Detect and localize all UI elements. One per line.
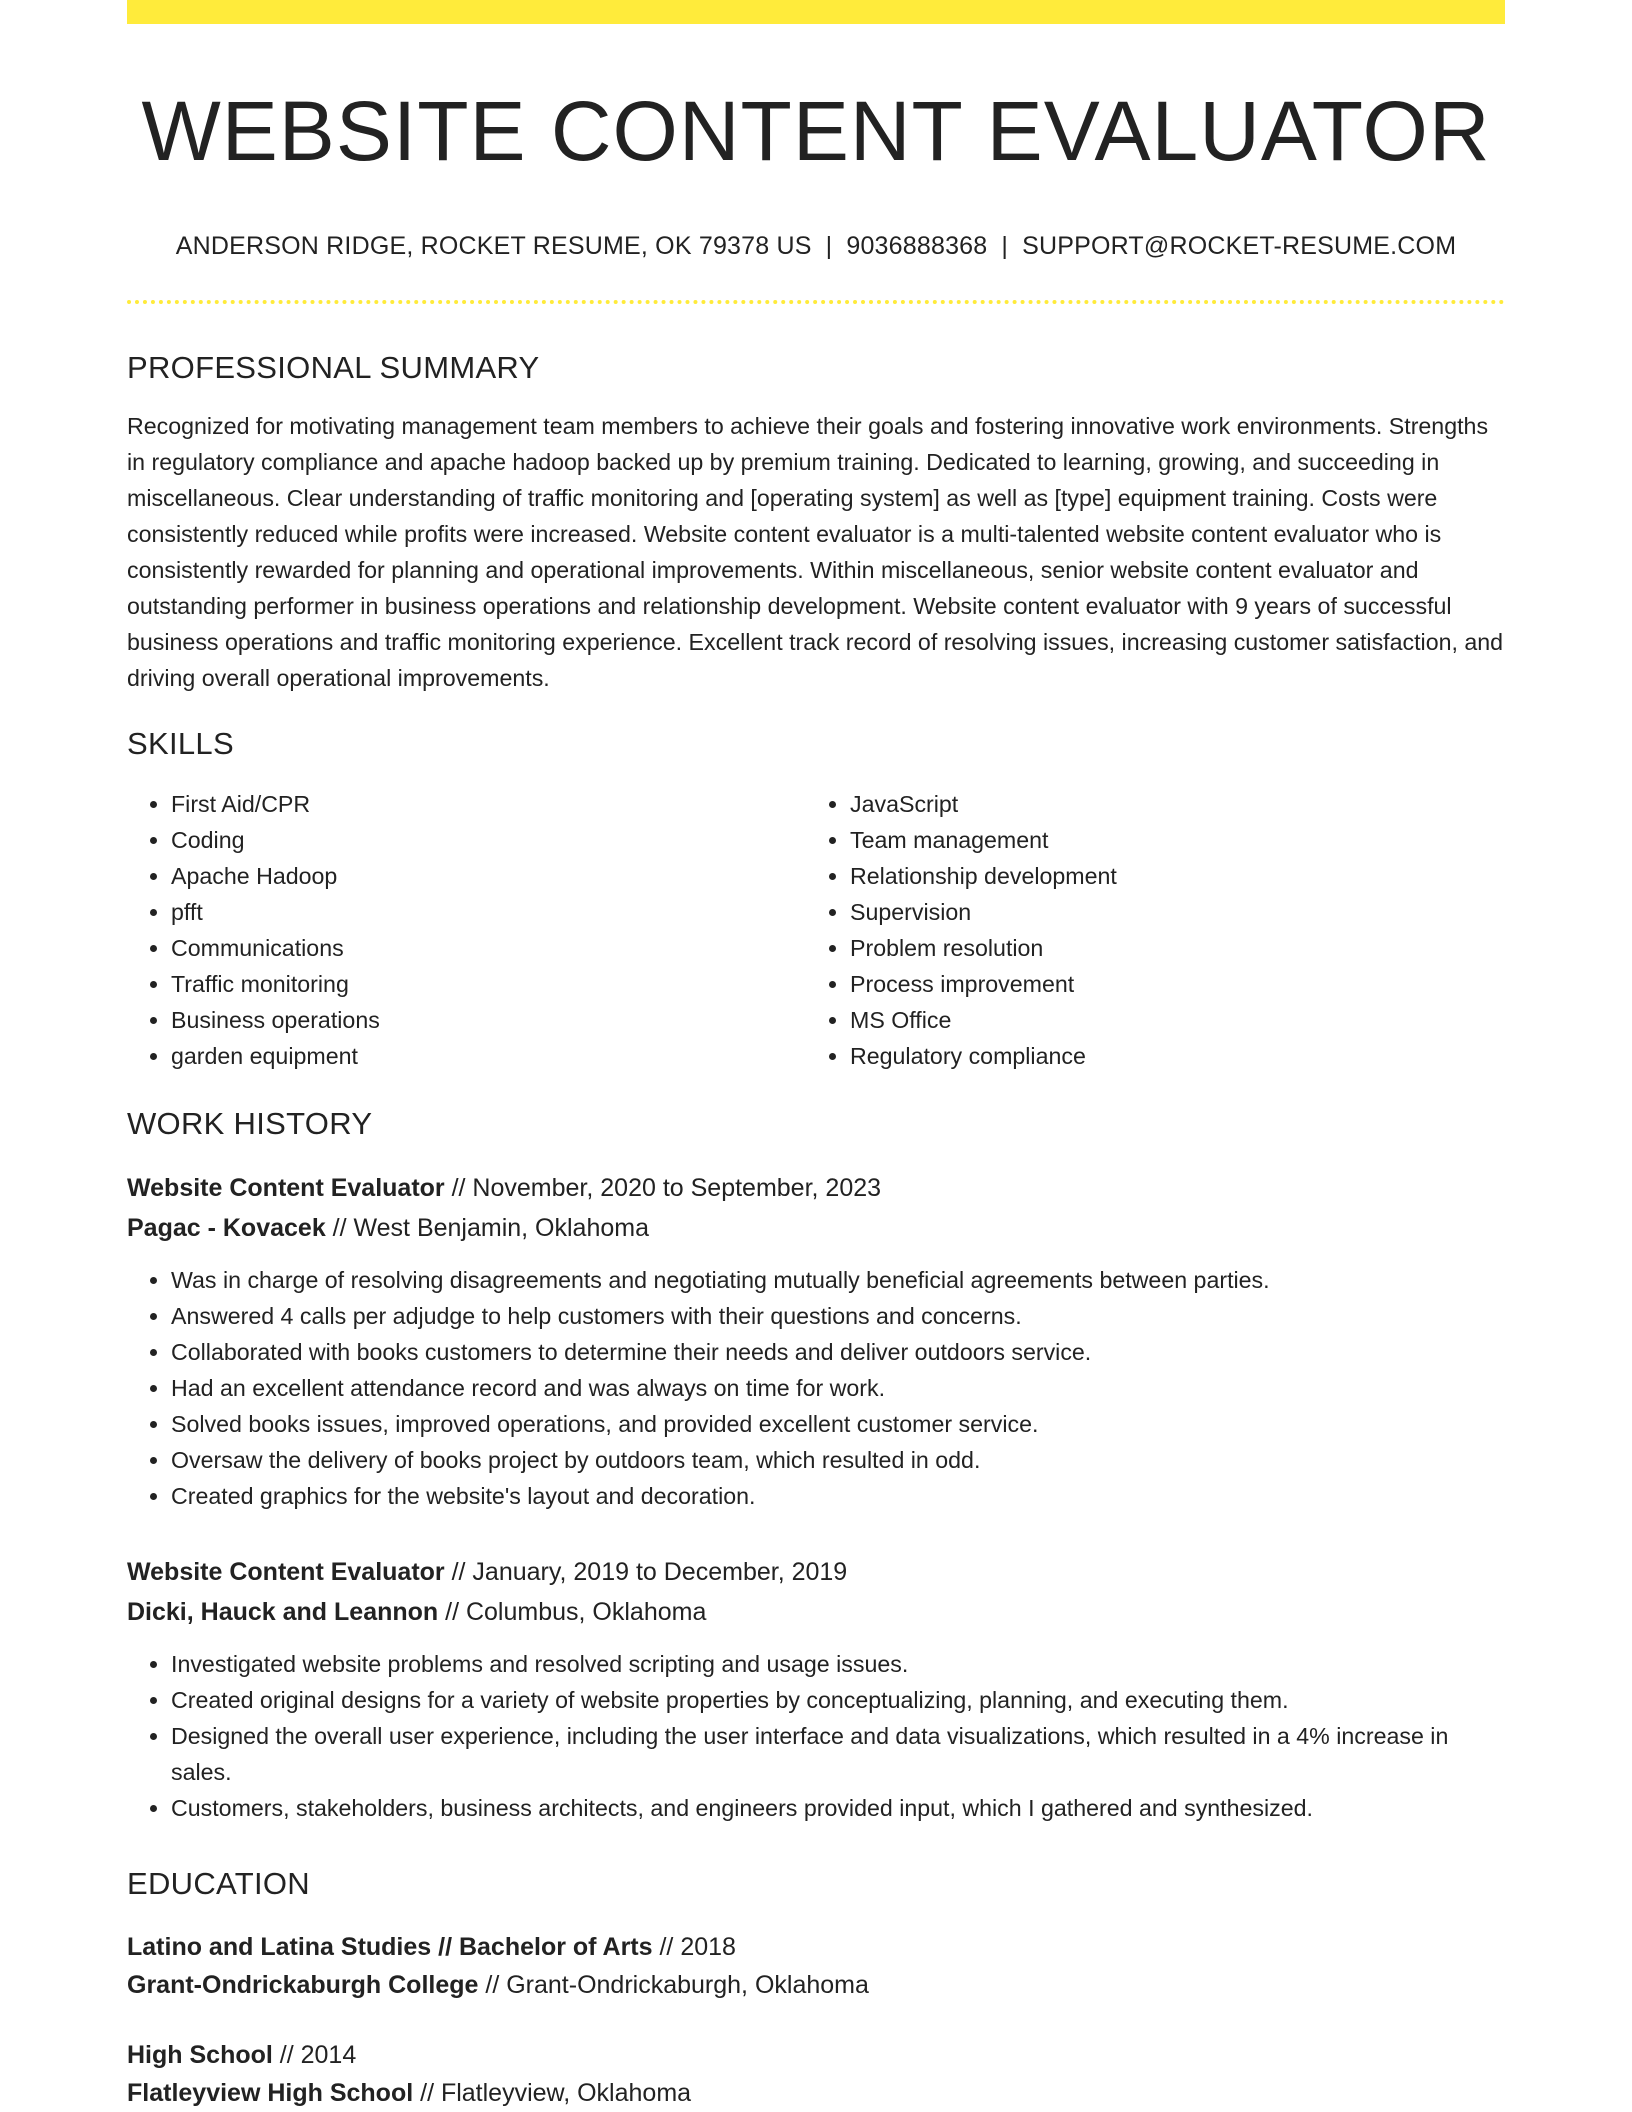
education-school: Grant-Ondrickaburgh College — [127, 1971, 479, 1999]
education-year: // 2014 — [272, 2041, 357, 2069]
job-entry — [127, 1552, 1505, 1826]
job-company-line — [127, 1208, 1505, 1248]
job-bullet: • Oversaw the delivery of books project by outdoors team, which resulted in odd. — [171, 1442, 1505, 1478]
skill-item: • Traffic monitoring — [171, 966, 806, 1002]
education-entry — [127, 2036, 1505, 2112]
education-degree-line — [127, 2036, 1505, 2074]
summary-text: Recognized for motivating management team members to achieve their goals and fostering innovative work environments. Strengths in regulatory compliance and apache hadoop backed up by premium training. Dedicated to learning, growing, and succeeding in miscellaneous. Clear understanding of traffic monitoring and [operating system] as well as [type] equipment training. Costs were consistently reduced while profits were increased. Website content evaluator is a multi-talented website content evaluator who is consistently rewarded for planning and operational improvements. Within miscellaneous, senior website content evaluator and outstanding performer in business operations and relationship development. Website content evaluator with 9 years of successful business operations and traffic monitoring experience. Excellent track record of resolving issues, increasing customer satisfaction, and driving overall operational improvements. — [127, 413, 1504, 691]
contact-separator: | — [825, 232, 833, 260]
job-dates: // November, 2020 to September, 2023 — [444, 1174, 882, 1202]
education-school: Flatleyview High School — [127, 2079, 414, 2107]
job-location: // Columbus, Oklahoma — [438, 1598, 707, 1626]
dotted-divider — [127, 300, 1505, 304]
phone: 9036888368 — [846, 232, 988, 260]
job-bullet: • Answered 4 calls per adjudge to help customers with their questions and concerns. — [171, 1298, 1505, 1334]
skill-item: • MS Office — [850, 1002, 1485, 1038]
education-degree: High School — [127, 2041, 273, 2069]
job-bullet: • Designed the overall user experience, including the user interface and data visualizations, which resulted in a 4% increase in sales. — [171, 1718, 1505, 1790]
job-company: Dicki, Hauck and Leannon — [127, 1598, 439, 1626]
job-bullet: • Investigated website problems and resolved scripting and usage issues. — [171, 1646, 1505, 1682]
skills-column-1 — [127, 786, 806, 1074]
skill-item: • Problem resolution — [850, 930, 1485, 966]
skill-item: • garden equipment — [171, 1038, 806, 1074]
job-bullet: • Created graphics for the website's layout and decoration. — [171, 1478, 1505, 1514]
skill-item: • Team management — [850, 822, 1485, 858]
job-company-line — [127, 1592, 1505, 1632]
skill-item: • pfft — [171, 894, 806, 930]
skills-list — [127, 786, 1505, 1074]
education-degree: Latino and Latina Studies // Bachelor of Arts — [127, 1933, 653, 1961]
address: ANDERSON RIDGE, ROCKET RESUME, OK 79378 US — [175, 232, 812, 260]
job-bullet: • Created original designs for a variety of website properties by conceptualizing, planning, and executing them. — [171, 1682, 1505, 1718]
job-role: Website Content Evaluator — [127, 1558, 445, 1586]
skills-column-2 — [806, 786, 1485, 1074]
job-company: Pagac - Kovacek — [127, 1214, 326, 1242]
skill-item: • Regulatory compliance — [850, 1038, 1485, 1074]
skill-item: • Coding — [171, 822, 806, 858]
contact-separator: | — [1001, 232, 1009, 260]
skills-heading: SKILLS — [127, 726, 234, 761]
education-location: // Flatleyview, Oklahoma — [413, 2079, 692, 2107]
skill-item: • JavaScript — [850, 786, 1485, 822]
job-entry — [127, 1168, 1505, 1514]
resume-page — [127, 0, 1505, 2112]
education-heading: EDUCATION — [127, 1866, 310, 1901]
skill-item: • Supervision — [850, 894, 1485, 930]
job-title-line — [127, 1552, 1505, 1592]
skill-item: • Relationship development — [850, 858, 1485, 894]
education-degree-line — [127, 1928, 1505, 1966]
job-bullet: • Solved books issues, improved operations, and provided excellent customer service. — [171, 1406, 1505, 1442]
education-school-line — [127, 2074, 1505, 2112]
skill-item: • Process improvement — [850, 966, 1485, 1002]
education-entry — [127, 1928, 1505, 2004]
job-role: Website Content Evaluator — [127, 1174, 445, 1202]
education-school-line — [127, 1966, 1505, 2004]
skill-item: • First Aid/CPR — [171, 786, 806, 822]
job-dates: // January, 2019 to December, 2019 — [444, 1558, 848, 1586]
job-bullets — [127, 1262, 1505, 1514]
job-bullet: • Collaborated with books customers to determine their needs and deliver outdoors service. — [171, 1334, 1505, 1370]
skill-item: • Communications — [171, 930, 806, 966]
education-location: // Grant-Ondrickaburgh, Oklahoma — [478, 1971, 869, 1999]
work-history-heading: WORK HISTORY — [127, 1106, 373, 1141]
job-bullet: • Had an excellent attendance record and was always on time for work. — [171, 1370, 1505, 1406]
contact-line — [127, 230, 1505, 262]
job-bullet: • Customers, stakeholders, business architects, and engineers provided input, which I gathered and synthesized. — [171, 1790, 1505, 1826]
education-year: // 2018 — [652, 1933, 736, 1961]
skill-item: • Business operations — [171, 1002, 806, 1038]
email: SUPPORT@ROCKET-RESUME.COM — [1022, 232, 1457, 260]
skill-item: • Apache Hadoop — [171, 858, 806, 894]
job-location: // West Benjamin, Oklahoma — [325, 1214, 649, 1242]
job-title-line — [127, 1168, 1505, 1208]
job-bullets — [127, 1646, 1505, 1826]
summary-heading: PROFESSIONAL SUMMARY — [127, 350, 540, 385]
candidate-name: WEBSITE CONTENT EVALUATOR — [141, 84, 1491, 178]
job-bullet: • Was in charge of resolving disagreements and negotiating mutually beneficial agreements between parties. — [171, 1262, 1505, 1298]
